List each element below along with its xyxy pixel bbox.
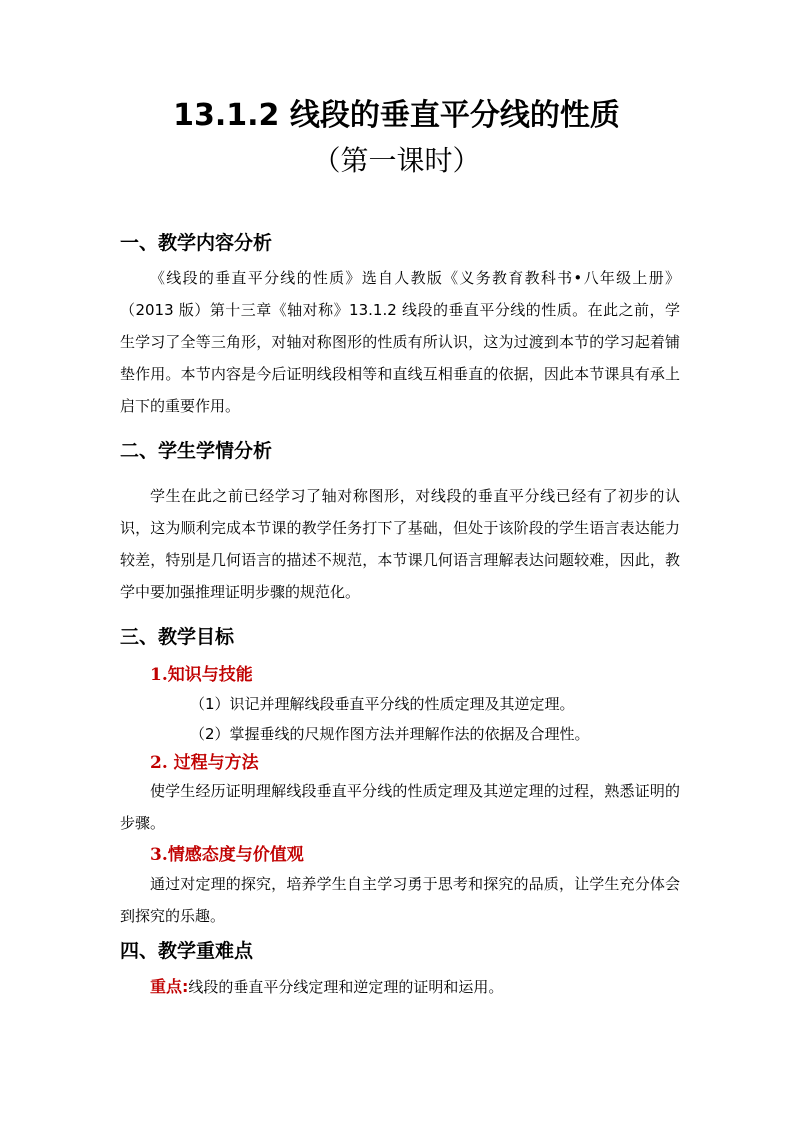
goal3-body: 通过对定理的探究，培养学生自主学习勇于思考和探究的品质，让学生充分体会到探究的乐趣。 <box>120 875 680 925</box>
goal1-item-1: （1）识记并理解线段垂直平分线的性质定理及其逆定理。 <box>190 695 575 713</box>
goal1-heading: 1.知识与技能 <box>150 665 253 685</box>
goal1-item-2: （2）掌握垂线的尺规作图方法并理解作法的依据及合理性。 <box>190 725 590 743</box>
goal2-heading: 2. 过程与方法 <box>150 753 259 773</box>
key-point <box>150 975 503 999</box>
section2-body: 学生在此之前已经学习了轴对称图形，对线段的垂直平分线已经有了初步的认识，这为顺利完成本节课的教学任务打下了基础，但处于该阶段的学生语言表达能力较差，特别是几何语言的描述不规范，本节课几何语言理解表达问题较难，因此，教学中要加强推理证明步骤的规范化。 <box>120 487 680 601</box>
key-point-text: 线段的垂直平分线定理和逆定理的证明和运用。 <box>188 978 504 996</box>
section3-heading: 三、教学目标 <box>120 626 235 648</box>
section1-body: 《线段的垂直平分线的性质》选自人教版《义务教育教科书•八年级上册》（2013 版）第十三章《轴对称》13.1.2 线段的垂直平分线的性质。在此之前，学生学习了全等三角形，对轴对称图形的性质有所认识，这为过渡到本节的学习起着铺垫作用。本节内容是今后证明线段相等和直线互相垂直的依据，因此本节课具有承上启下的重要作用。 <box>120 269 680 415</box>
section2-heading: 二、学生学情分析 <box>120 440 273 462</box>
section1-heading: 一、教学内容分析 <box>120 232 273 254</box>
document-subtitle: （第一课时） <box>312 144 481 177</box>
key-point-label: 重点: <box>150 977 189 996</box>
goal2-body: 使学生经历证明理解线段垂直平分线的性质定理及其逆定理的过程，熟悉证明的步骤。 <box>120 782 680 832</box>
document-title: 13.1.2 线段的垂直平分线的性质 <box>173 98 620 133</box>
section4-heading: 四、教学重难点 <box>120 940 254 962</box>
goal3-heading: 3.情感态度与价值观 <box>150 845 304 865</box>
